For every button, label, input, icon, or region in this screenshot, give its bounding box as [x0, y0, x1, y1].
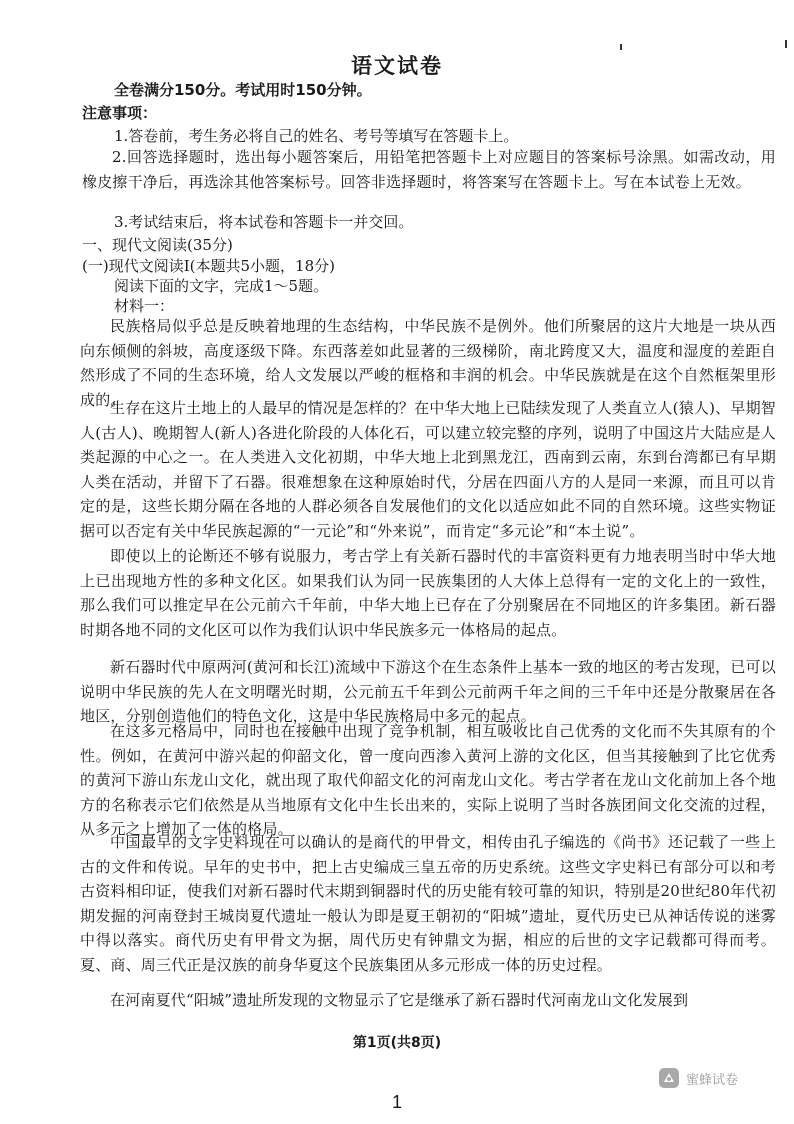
passage-paragraph: 新石器时代中原两河(黄河和长江)流域中下游这个在生态条件上基本一致的地区的考古发现，已可以说明中华民族的先人在文明曙光时期，公元前五千年到公元前两千年之间的三千年中还是分散聚居在各地区，分别创造他们的特色文化，这是中华民族格局中多元的起点。	[80, 658, 776, 725]
exam-title: 语文试卷	[351, 54, 443, 78]
page-footer: 第1页(共8页)	[352, 1035, 442, 1051]
exam-info: 全卷满分150分。考试用时150分钟。	[114, 81, 372, 99]
page-number: 1	[391, 1092, 402, 1112]
passage-paragraph: 生存在这片土地上的人最早的情况是怎样的？在中华大地上已陆续发现了人类直立人(猿人)、早期智人(古人)、晚期智人(新人)各进化阶段的人体化石，可以建立较完整的序列，说明了中国这片大陆应是人类起源的中心之一。在人类进入文化初期，中华大地上北到黑龙江，西南到云南，东到台湾都已有早期人类在活动，并留下了石器。很难想象在这种原始时代，分居在四面八方的人是同一来源，而且可以肯定的是，这些长期分隔在各地的人群必须各自发展他们的文化以适应如此不同的自然环境。这些实物证据可以否定有关中华民族起源的“一元论”和“外来说”，而肯定“多元论”和“本土说”。	[80, 399, 776, 540]
material-label: 材料一：	[114, 297, 175, 315]
notice-heading: 注意事项：	[82, 104, 158, 122]
notice-item: 2.回答选择题时，选出每小题答案后，用铅笔把答题卡上对应题目的答案标号涂黑。如需改动，用橡皮擦干净后，再选涂其他答案标号。回答非选择题时，将答案写在答题卡上。写在本试卷上无效。	[82, 148, 776, 191]
scan-speck	[785, 40, 787, 48]
watermark	[658, 1067, 738, 1089]
passage-paragraph: 在河南夏代“阳城”遗址所发现的文物显示了它是继承了新石器时代河南龙山文化发展到	[110, 991, 689, 1009]
watermark-text: 蜜蜂试卷	[686, 1072, 739, 1088]
passage-paragraph: 即使以上的论断还不够有说服力，考古学上有关新石器时代的丰富资料更有力地表明当时中华大地上已出现地方性的多种文化区。如果我们认为同一民族集团的人大体上总得有一定的文化上的一致性，那么我们可以推定早在公元前六千年前，中华大地上已存在了分别聚居在不同地区的许多集团。新石器时期各地不同的文化区可以作为我们认识中华民族多元一体格局的起点。	[80, 547, 776, 639]
reading-instruction: 阅读下面的文字，完成1～5题。	[114, 277, 329, 295]
honeybee-logo-icon	[658, 1067, 680, 1089]
notice-item: 3.考试结束后，将本试卷和答题卡一并交回。	[114, 213, 414, 231]
passage-paragraph: 民族格局似乎总是反映着地理的生态结构，中华民族不是例外。他们所聚居的这片大地是一块从西向东倾侧的斜坡，高度逐级下降。东西落差如此显著的三级梯阶，南北跨度又大，温度和湿度的差距自然形成了不同的生态环境，给人文发展以严峻的框格和丰润的机会。中华民族就是在这个自然框架里形成的。	[80, 317, 776, 409]
subsection-heading: (一)现代文阅读Ⅰ(本题共5小题，18分)	[82, 257, 335, 275]
section-heading: 一、现代文阅读(35分)	[82, 236, 233, 254]
passage-paragraph: 在这多元格局中，同时也在接触中出现了竞争机制，相互吸收比自己优秀的文化而不失其原有的个性。例如，在黄河中游兴起的仰韶文化，曾一度向西渗入黄河上游的文化区，但当其接触到了比它优秀的黄河下游山东龙山文化，就出现了取代仰韶文化的河南龙山文化。考古学者在龙山文化前加上各个地方的名称表示它们依然是从当地原有文化中生长出来的，实际上说明了当时各族团间文化交流的过程，从多元之上增加了一体的格局。	[80, 722, 776, 838]
notice-item: 1.答卷前，考生务必将自己的姓名、考号等填写在答题卡上。	[114, 127, 519, 145]
passage-paragraph: 中国最早的文字史料现在可以确认的是商代的甲骨文，相传由孔子编选的《尚书》还记载了一些上古的文件和传说。早年的史书中，把上古史编成三皇五帝的历史系统。这些文字史料已有部分可以和考古资料相印证，使我们对新石器时代末期到铜器时代的历史能有较可靠的知识，特别是20世纪80年代初期发掘的河南登封王城岗夏代遗址一般认为即是夏王朝初的“阳城”遗址，夏代历史已从神话传说的迷雾中得以落实。商代历史有甲骨文为据，周代历史有钟鼎文为据，相应的后世的文字记载都可得而考。夏、商、周三代正是汉族的前身华夏这个民族集团从多元形成一体的历史过程。	[80, 833, 776, 974]
